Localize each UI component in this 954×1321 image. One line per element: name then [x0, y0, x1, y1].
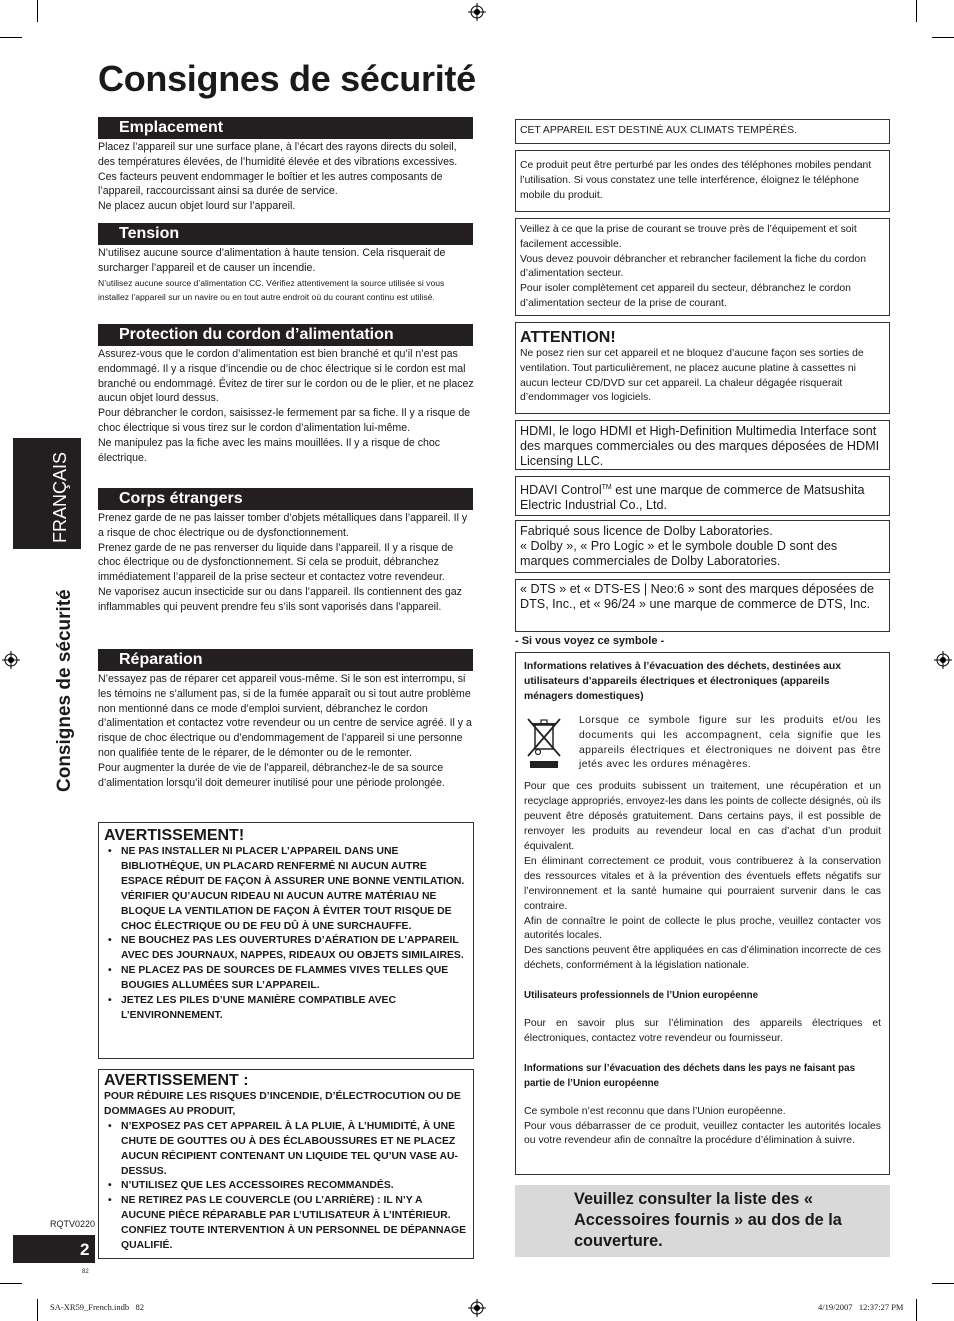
crop-mark — [37, 0, 38, 22]
paragraph: N’utilisez aucune source d’alimentation à haute tension. Cela risquerait de surcharger l’appareil et de causer un incendie. — [98, 247, 446, 274]
paragraph: Assurez-vous que le cordon d’alimentation est bien branché et qu’il n’est pas endommagé. Il y a risque d’incendie ou de choc électrique si le cordon est mal branché ou endommagé. Évitez de tirer sur le cordon ou de le plier, et ne placez aucun objet lourd dessus. — [98, 348, 474, 405]
paragraph: Placez l’appareil sur une surface plane, à l’écart des rayons directs du soleil, des températures élevées, de l’humidité élevée et des vibrations excessives. Ces facteurs peuvent endommager le boîtier et les autres composants de l’appareil, raccourcissant ainsi sa durée de service. — [98, 141, 458, 198]
warning-list — [104, 845, 468, 1024]
warning-box-1 — [98, 822, 474, 1059]
warning-item: • NE PLACEZ PAS DE SOURCES DE FLAMMES VIVES TELLES QUE BOUGIES ALLUMÉES SUR L’APPAREIL. — [104, 964, 468, 994]
weee-paragraph: Pour en savoir plus sur l’élimination des appareils électriques et électroniques, contactez votre revendeur ou fournisseur. — [524, 1018, 881, 1044]
crop-mark — [916, 0, 917, 22]
crop-mark — [37, 1299, 38, 1321]
section-heading-tension: Tension — [98, 223, 473, 245]
warning-lead: POUR RÉDUIRE LES RISQUES D’INCENDIE, D’ÉLECTROCUTION OU DE DOMMAGES AU PRODUIT, — [104, 1091, 461, 1117]
notice-text: HDAVI Control — [520, 483, 602, 498]
crop-mark — [932, 37, 954, 38]
weee-subheading: Utilisateurs professionnels de l’Union européenne — [524, 990, 759, 1002]
crop-mark — [916, 1299, 917, 1321]
section-text-reparation — [98, 672, 476, 790]
paragraph: Pour débrancher le cordon, saisissez-le fermement par sa fiche. Il y a risque de choc électrique si vous tirez sur le cordon d’alimentation lui-même. — [98, 407, 471, 434]
page-title: Consignes de sécurité — [98, 58, 476, 99]
notice-text: Pour isoler complètement cet appareil du secteur, débranchez le cordon d’alimentation secteur de la prise de courant. — [520, 283, 851, 309]
notice-text: Veillez à ce que la prise de courant se trouve près de l’équipement et soit facilement accessible. — [520, 224, 857, 250]
paragraph: Ne vaporisez aucun insecticide sur ou dans l’appareil. Ils contiennent des gaz inflammables qui peuvent prendre feu s’ils sont vaporisés dans l’appareil. — [98, 585, 462, 613]
warning-item: • N’EXPOSEZ PAS CET APPAREIL À LA PLUIE, À L’HUMIDITÉ, À UNE CHUTE DE GOUTTES OU À DES ÉCLABOUSSURES ET NE PLACEZ AUCUN RÉCIPIENT CONTENANT UN LIQUIDE TEL QU’UN VASE AU-DESSUS. — [104, 1120, 468, 1180]
crop-mark — [0, 1283, 22, 1284]
file-name: SA-XR59_French.indb 82 — [50, 1302, 144, 1312]
weee-paragraph: Pour que ces produits subissent un traitement, une récupération et un recyclage appropriés, envoyez-les dans les points de collecte désignés, où ils peuvent être déposés gratuitement. Dans certains pays, il est possible de renvoyer les produits au revendeur local en cas d’achat d’un produit équivalent. — [524, 781, 881, 852]
notice-text: HDMI, le logo HDMI et High-Definition Multimedia Interface sont des marques commerciales ou des marques déposées de HDMI Licensing LLC. — [520, 424, 880, 469]
registration-mark-icon — [2, 651, 20, 669]
section-text-tension — [98, 246, 476, 304]
notice-text: Fabriqué sous licence de Dolby Laboratories. — [520, 524, 773, 538]
weee-symbol-text: Lorsque ce symbole figure sur les produits et/ou les documents qui les accompagnent, cela signifie que les appareils électriques et électroniques ne doivent pas être jetés avec les ordures ménagères. — [579, 714, 881, 771]
paragraph: Prenez garde de ne pas renverser du liquide dans l’appareil. Il y a risque de choc électrique ou de dysfonctionnement. Si cela se produit, débranchez immédiatement l’appareil de la prise secteur et contactez votre revendeur. — [98, 541, 454, 584]
crop-mark — [0, 37, 22, 38]
paragraph: Prenez garde de ne pas laisser tomber d’objets métalliques dans l’appareil. Il y a risque de choc électrique ou de dysfonctionnement. — [98, 512, 468, 539]
notice-text: CET APPAREIL EST DESTINÉ AUX CLIMATS TEMPÉRÉS. — [520, 125, 797, 136]
notice-text: « DTS » et « DTS-ES | Neo:6 » sont des marques déposées de DTS, Inc., et « 96/24 » une marque de commerce de DTS, Inc. — [520, 582, 874, 612]
registration-mark-icon — [934, 651, 952, 669]
paragraph: Ne manipulez pas la fiche avec les mains mouillées. Il y a risque de choc électrique. — [98, 436, 441, 464]
hdmi-notice — [515, 420, 890, 470]
page-number-small: 82 — [82, 1269, 89, 1275]
warning-box-2 — [98, 1069, 474, 1259]
warning-item: • NE PAS INSTALLER NI PLACER L’APPAREIL DANS UNE BIBLIOTHÈQUE, UN PLACARD RENFERMÉ NI AUCUN AUTRE ESPACE RÉDUIT DE FAÇON À ASSURER UNE BONNE VENTILATION. VÉRIFIER QU’AUCUN RIDEAU NI AUCUN AUTRE MATÉRIAU NE BLOQUE LA VENTILATION DE FAÇON À ÉVITER TOUT RISQUE DE CHOC ÉLECTRIQUE OU DE FEU DÛ À UNE SURCHAUFFE. — [104, 845, 468, 934]
crop-mark — [932, 1283, 954, 1284]
climate-notice — [515, 119, 890, 144]
weee-box — [515, 652, 890, 1175]
weee-title: Informations relatives à l’évacuation des déchets, destinées aux utilisateurs d’appareils électriques et électroniques (appareils ménagers domestiques) — [524, 661, 842, 702]
notice-text: Ne posez rien sur cet appareil et ne bloquez d’aucune façon ses sorties de ventilation. Tout particulièrement, ne placez aucune platine à cassettes ni aucun lecteur CD/DVD sur cet appareil. La chaleur dégagée risquerait d’endommager vos logiciels. — [520, 348, 864, 404]
section-heading-emplacement: Emplacement — [98, 117, 473, 139]
weee-paragraph: Pour vous débarrasser de ce produit, veuillez contacter les autorités locales ou votre revendeur afin de connaître la procédure d’élimination à suivre. — [524, 1120, 881, 1147]
section-text-cordon — [98, 347, 476, 465]
hdavi-notice — [515, 476, 890, 516]
notice-text: « Dolby », « Pro Logic » et le symbole double D sont des marques commerciales de Dolby Laboratories. — [520, 539, 838, 569]
weee-subheading: Informations sur l’évacuation des déchets dans les pays ne faisant pas partie de l’Union européenne — [524, 1062, 856, 1089]
page-number: 2 — [80, 1240, 90, 1259]
dts-notice — [515, 579, 890, 632]
dolby-notice — [515, 520, 890, 573]
paragraph: Ne placez aucun objet lourd sur l’appareil. — [98, 200, 296, 213]
warning-item: • NE RETIREZ PAS LE COUVERCLE (OU L’ARRIÈRE) : IL N’Y A AUCUNE PIÈCE RÉPARABLE PAR L’UTILISATEUR À L’INTÉRIEUR. CONFIEZ TOUTE INTERVENTION À UN PERSONNEL DE DÉPANNAGE QUALIFIÉ. — [104, 1194, 468, 1254]
warning-item: • JETEZ LES PILES D’UNE MANIÈRE COMPATIBLE AVEC L’ENVIRONNEMENT. — [104, 994, 468, 1024]
warning-item: • N’UTILISEZ QUE LES ACCESSOIRES RECOMMANDÉS. — [104, 1179, 468, 1194]
weee-paragraph: Afin de connaître le point de collecte le plus proche, veuillez contacter vos autorités locales. — [524, 915, 881, 942]
symbol-caption: - Si vous voyez ce symbole - — [515, 635, 665, 647]
print-date: 4/19/2007 12:37:27 PM — [818, 1302, 904, 1312]
warning-list — [104, 1120, 468, 1254]
crossed-bin-icon — [524, 714, 564, 772]
notice-text: est une marque de commerce de Matsushita Electric Industrial Co., Ltd. — [520, 483, 865, 513]
warning-item: • NE BOUCHEZ PAS LES OUVERTURES D’AÉRATION DE L’APPAREIL AVEC DES JOURNAUX, NAPPES, RIDEAUX OU OBJETS SIMILAIRES. — [104, 934, 468, 964]
registration-mark-icon — [468, 3, 486, 21]
notice-text: Ce produit peut être perturbé par les ondes des téléphones mobiles pendant l’utilisation. Si vous constatez une telle interférence, éloignez le téléphone mobile du produit. — [520, 160, 872, 201]
weee-paragraph: Des sanctions peuvent être appliquées en cas d’élimination incorrecte de ces déchets, conformément à la législation nationale. — [524, 945, 881, 972]
language-label: FRANÇAIS — [50, 451, 70, 543]
section-text-corps-etrangers — [98, 511, 476, 615]
paragraph-small: N’utilisez aucune source d’alimentation CC. Vérifiez attentivement la source utilisée si vous installez l’appareil sur un navire ou en tout autre endroit où du courant continu est utilisé. — [98, 277, 445, 302]
paragraph: Pour augmenter la durée de vie de l’appareil, débranchez-le de sa source d’alimentation lorsqu’il doit demeurer inutilisé pour une période prolongée. — [98, 761, 445, 789]
section-heading-corps-etrangers: Corps étrangers — [98, 488, 473, 510]
attention-title: ATTENTION! — [520, 329, 616, 346]
section-heading-reparation: Réparation — [98, 649, 473, 671]
accessories-text: Veuillez consulter la liste des « Accessoires fournis » au dos de la couverture. — [574, 1190, 842, 1250]
weee-paragraph: Ce symbole n’est reconnu que dans l’Union européenne. — [524, 1105, 786, 1117]
weee-paragraph: En éliminant correctement ce produit, vous contribuerez à la conservation des ressources vitales et à la prévention des éventuels effets négatifs sur l’environnement et la santé humaine qui pourraient survenir dans le cas contraire. — [524, 855, 881, 912]
registration-mark-icon — [468, 1299, 486, 1317]
section-text-emplacement — [98, 140, 476, 214]
plug-notice — [515, 218, 890, 316]
attention-box — [515, 322, 890, 414]
accessories-notice — [515, 1185, 890, 1257]
model-code: RQTV0220 — [50, 1219, 96, 1229]
section-heading-cordon: Protection du cordon d’alimentation — [98, 324, 473, 346]
warning-title: AVERTISSEMENT : — [104, 1072, 249, 1089]
trademark-sup: TM — [601, 484, 612, 491]
side-section-title: Consignes de sécurité — [54, 589, 75, 792]
paragraph: N’essayez pas de réparer cet appareil vous-même. Si le son est interrompu, si les témoins ne s’allument pas, si de la fumée apparaît ou si tout autre problème non mentionné dans ce mode d’emploi survient, débranchez le cordon d’alimentation et contactez votre revendeur ou un centre de service agréé. Il y a risque de choc électrique ou d’endommagement de l’appareil si une personne non qualifiée tente de le réparer, de le démonter ou de le remonter. — [98, 673, 472, 759]
warning-title: AVERTISSEMENT! — [104, 827, 245, 844]
notice-text: Vous devez pouvoir débrancher et rebrancher facilement la fiche du cordon d’alimentation secteur. — [520, 253, 866, 280]
phone-notice — [515, 150, 890, 212]
